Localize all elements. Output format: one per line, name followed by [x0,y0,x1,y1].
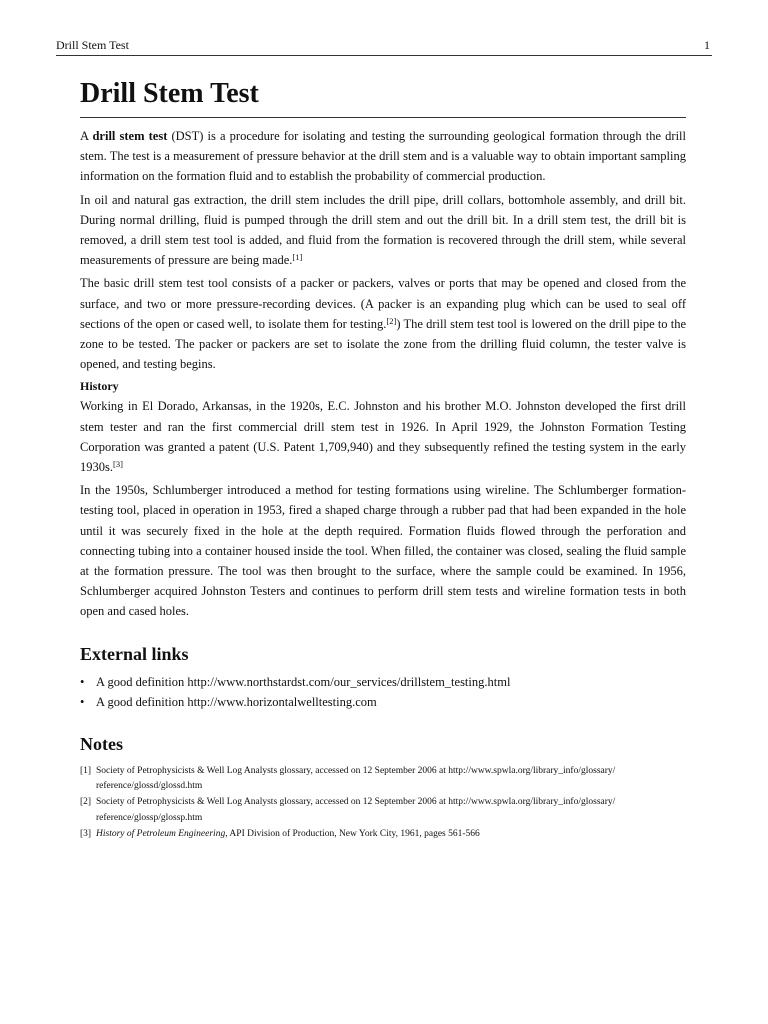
note-item [80,827,686,843]
note-number: [2] [80,797,92,808]
paragraph-drill-stem [80,190,686,271]
running-title: Drill Stem Test [56,38,129,52]
note-item [80,764,686,796]
intro-lead: A [80,129,93,143]
external-links-heading: External links [80,643,189,664]
page-header [56,38,712,56]
note-text: Society of Petrophysicists & Well Log Analysts glossary, accessed on 12 September 2006 at http://www.spwla.org/library_info/glossary/ reference/glossd/glossd.htm [96,765,616,792]
article-title: Drill Stem Test [80,75,686,118]
paragraph-text: ) The drill stem test tool is lowered on the drill pipe to the zone to be tested. The packer or packers are set to isolate the zone from the drilling fluid column, the tester valve is opened, and testing begins. [80,316,686,372]
note-number: [1] [80,765,92,776]
page-number: 1 [704,38,710,52]
note-item [80,795,686,827]
history-heading: History [80,379,119,394]
paragraph-history-1 [80,396,686,477]
paragraph-history-2: In the 1950s, Schlumberger introduced a method for testing formations using wireline. The Schlumberger formation-testing tool, placed in operation in 1953, fired a shaped charge through a rubber pad that had been expanded in the hole until it was securely fixed in the hole at the depth required. Formation fluids flowed through the perforation and connecting tubing into a container housed inside the tool. When filled, the container was closed, sealing the fluid sample at the formation pressure. The tool was then brought to the surface, where the sample could be examined. In 1956, Schlumberger acquired Johnston Testers and continues to perform drill stem tests and wireline formation tests in both open and cased holes. [80,483,686,619]
note-book-title: History of Petroleum Engineering [96,828,226,839]
ref-link-3[interactable]: [3] [113,459,123,470]
notes-list [80,764,686,843]
ref-link-2[interactable]: [2] [386,315,397,326]
note-text: Society of Petrophysicists & Well Log Analysts glossary, accessed on 12 September 2006 at http://www.spwla.org/library_info/glossary/ reference/glossp/glossp.htm [96,797,616,824]
external-link[interactable]: A good definition http://www.horizontalwelltesting.com [96,695,377,710]
paragraph-text: Working in El Dorado, Arkansas, in the 1920s, E.C. Johnston and his brother M.O. Johnston developed the first drill stem tester and ran the first commercial drill stem test in 1926. In April 1929, the Johnston Formation Testing Corporation was granted a patent (U.S. Patent 1,709,940) and they subsequently refined the testing system in the early 1930s. [80,399,686,475]
bullet-icon: • [80,674,85,689]
ref-link-1[interactable]: [1] [292,252,303,263]
list-item [80,692,686,713]
article-body [80,75,686,843]
external-link[interactable]: A good definition http://www.northstardst.com/our_services/drillstem_testing.html [96,674,511,689]
list-item [80,672,686,693]
bullet-icon: • [80,695,85,710]
paragraph-tool [80,273,686,374]
paragraph-text: In oil and natural gas extraction, the drill stem includes the drill pipe, drill collars, bottomhole assembly, and drill bit. During normal drilling, fluid is pumped through the drill stem and out the drill bit. In a drill stem test, the drill bit is removed, a drill stem test tool is added, and fluid from the formation is recovered through the drill stem, while several measurements of pressure are being made. [80,192,686,268]
note-text: , API Division of Production, New York City, 1961, pages 561-566 [225,828,480,839]
notes-heading: Notes [80,733,123,754]
intro-term: drill stem test [92,129,168,143]
paragraph-text: The basic drill stem test tool consists of a packer or packers, valves or ports that may be opened and closed from the surface, and two or more pressure-recording devices. (A packer is an expanding plug which can be used to seal off sections of the open or cased well, to isolate them for testing. [80,276,686,331]
intro-paragraph [80,126,686,187]
external-links-list [80,672,686,713]
intro-text: (DST) is a procedure for isolating and testing the surrounding geological formation through the drill stem. The test is a measurement of pressure behavior at the drill stem and is a valuable way to obtain important sampling information on the formation fluid and to establish the probability of commercial production. [80,129,686,184]
note-number: [3] [80,828,92,839]
